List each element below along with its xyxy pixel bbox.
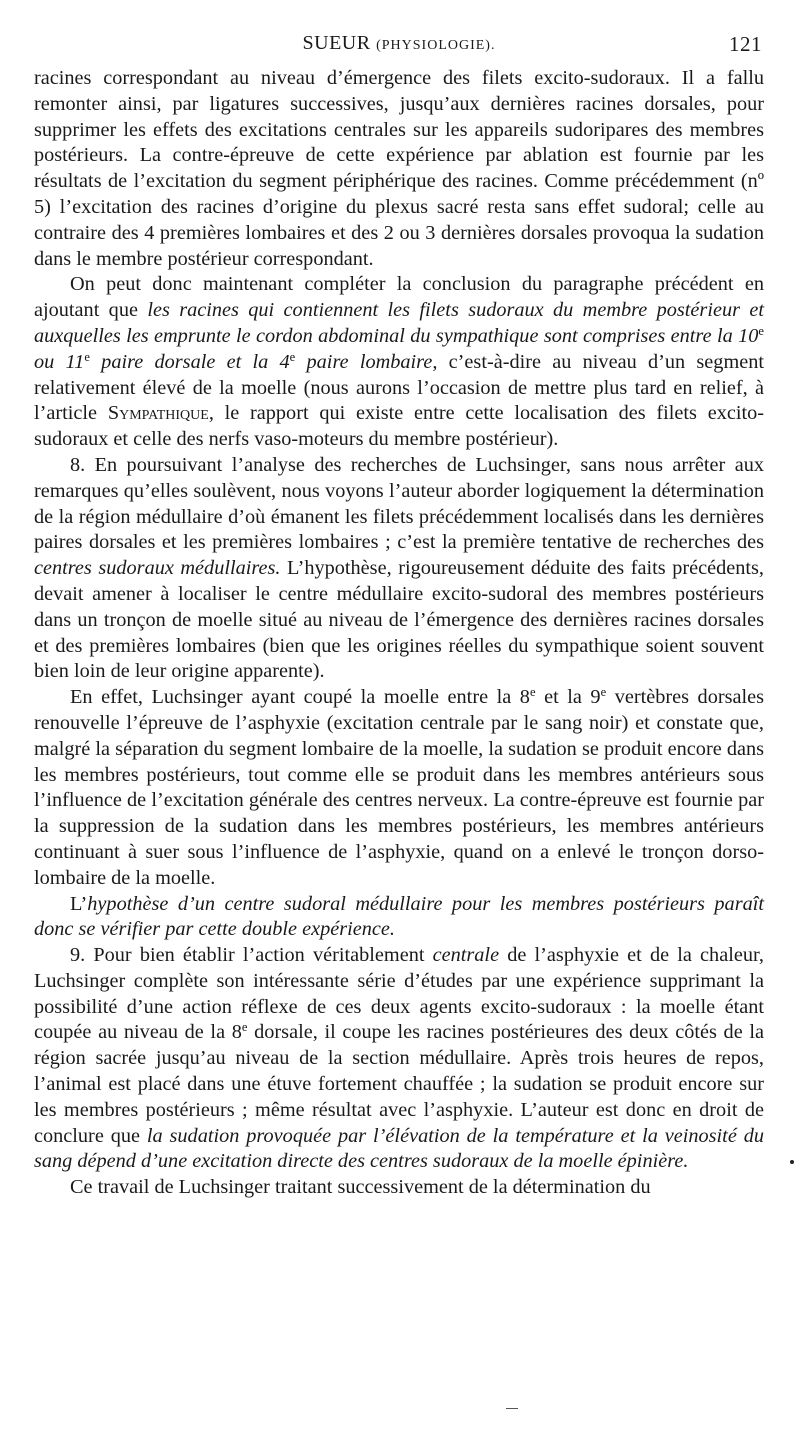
italic-span: les racines qui contiennent les filets sudoraux du membre postérieur et auxquelles les emprunte le cordon abdominal du sympathique sont comprises entre la 10	[34, 299, 764, 347]
italic-span: centres sudoraux médullaires.	[34, 557, 281, 580]
italic-span: la sudation provoquée par l’élévation de la température et la veinosité du sang dépend d’une excitation directe des centres sudoraux de la moelle épinière.	[34, 1124, 764, 1173]
paragraph-7	[34, 1175, 764, 1201]
margin-dot	[790, 1160, 794, 1164]
text-span: Ce travail de Luchsinger traitant successivement de la détermination du	[70, 1176, 651, 1199]
text-span: 8. En poursuivant l’analyse des recherches de Luchsinger, sans nous arrêter aux remarques qu’elles soulèvent, nous voyons l’auteur aborder logiquement la détermination de la région médullaire d’où émanent les filets précédemment localisés dans les dernières paires dorsales et les premières lombaires ; c’est la première tentative de recherches des	[34, 453, 764, 554]
text-span: En effet, Luchsinger ayant coupé la moelle entre la 8	[70, 686, 530, 709]
text-span: 9. Pour bien établir l’action véritablement	[70, 944, 433, 967]
paragraph-3	[34, 453, 764, 685]
small-caps-span: Sympathique	[107, 402, 209, 425]
paragraph-1	[34, 66, 764, 272]
italic-span: paire lombaire,	[295, 350, 438, 373]
page-number: 121	[729, 32, 762, 56]
body-text	[34, 66, 764, 1201]
italic-span: ou 11	[34, 350, 85, 373]
text-span: L’hypothèse, rigoureusement déduite des faits précédents, devait amener à localiser le centre médullaire excito-sudoral des membres postérieurs dans un tronçon de moelle situé au niveau de l’émergence des dernières racines dorsales et des premières lombaires (bien que les origines réelles du sympathique soient souvent bien loin de leur origine apparente).	[34, 557, 764, 683]
running-head	[34, 32, 764, 66]
running-title-sub: (PHYSIOLOGIE).	[376, 38, 496, 53]
text-span: racines correspondant au niveau d’émergence des filets excito-sudoraux. Il a fallu remonter ainsi, par ligatures successives, jusqu’aux dernières racines dorsales, pour supprimer les effets des excitations centrales sur les appareils sudoripares des membres postérieurs. La contre-épreuve de cette expérience par ablation est fournie par les résultats de l’excitation du segment périphérique des racines. Comme précédemment (nº 5) l’excitation des racines d’origine du plexus sacré resta sans effet sudoral; celle au contraire des 4 premières lombaires et des 2 ou 3 dernières dorsales provoqua la sudation dans le membre postérieur correspondant.	[34, 67, 764, 270]
text-span: L’	[70, 892, 88, 915]
paragraph-2	[34, 272, 764, 453]
italic-span: hypothèse d’un centre sudoral médullaire pour les membres postérieurs paraît donc se vérifier par cette double expérience.	[34, 892, 764, 941]
italic-span: paire dorsale et la 4	[89, 350, 290, 373]
footer-mark	[506, 1408, 518, 1409]
text-span: dorsale, il coupe les racines postérieures des deux côtés de la région sacrée jusqu’au niveau de la section médullaire. Après trois heures de repos, l’animal est placé dans une étuve fortement chauffée ; la sudation se produit encore sur les membres postérieurs ; même résultat avec l’asphyxie. L’auteur est donc en droit de conclure que	[34, 1021, 764, 1147]
superscript: e	[289, 349, 296, 364]
superscript: e	[241, 1020, 248, 1035]
text-span: On peut donc maintenant compléter la conclusion du paragraphe précédent en ajoutant que	[34, 273, 764, 322]
paragraph-6	[34, 943, 764, 1175]
superscript: e	[600, 685, 607, 700]
text-span: , le rapport qui existe entre cette localisation des filets excito-sudoraux et celle des nerfs vaso-moteurs du membre postérieur).	[34, 402, 764, 451]
superscript: e	[758, 324, 764, 339]
paragraph-5	[34, 892, 764, 944]
text-span: c’est-à-dire au niveau d’un segment relativement élevé de la moelle (nous aurons l’occasion de mettre plus tard en relief, à l’article	[34, 350, 764, 425]
running-title-main: SUEUR	[302, 32, 371, 54]
superscript: e	[529, 685, 536, 700]
paragraph-4	[34, 685, 764, 891]
text-span: et la 9	[535, 686, 601, 709]
text-span: vertèbres dorsales renouvelle l’épreuve de l’asphyxie (excitation centrale par le sang noir) et constate que, malgré la séparation du segment lombaire de la moelle, la sudation se produit encore dans les membres postérieurs, tout comme elle se produit dans les membres antérieurs sous l’influence de l’excitation générale des centres nerveux. La contre-épreuve est fournie par la suppression de la sudation dans les membres postérieurs, les membres antérieurs continuant à suer sous l’influence de l’asphyxie, quand on a enlevé le tronçon dorso-lombaire de la moelle.	[34, 686, 765, 889]
superscript: e	[84, 349, 90, 364]
running-title	[34, 32, 764, 55]
italic-span: centrale	[432, 944, 500, 967]
text-span: de l’asphyxie et de la chaleur, Luchsinger complète son intéressante série d’études par une expérience supprimant la possibilité d’une action réflexe de ces deux agents excito-sudoraux : la moelle étant coupée au niveau de la 8	[34, 944, 764, 1044]
